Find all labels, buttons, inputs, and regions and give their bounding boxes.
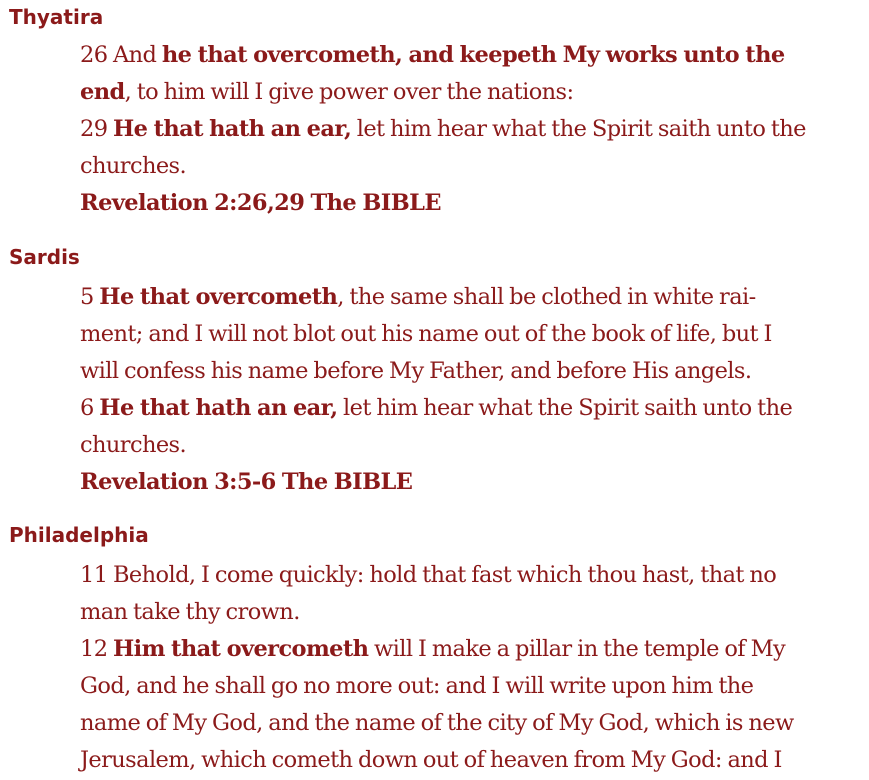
section-heading: Thyatira xyxy=(9,5,104,29)
verse-text-bold: he that overcometh, and keepeth My works unto the xyxy=(161,42,785,68)
verse-block xyxy=(80,37,865,222)
verse-text: let him hear what the Spirit saith unto the xyxy=(351,116,806,142)
verse-line xyxy=(80,37,865,74)
verse-text-bold: Him that overcometh xyxy=(112,636,369,662)
verse-text: churches. xyxy=(80,432,187,458)
verse-text: will confess his name before My Father, and before His angels. xyxy=(80,358,752,384)
verse-line xyxy=(80,279,865,316)
verse-text-bold: He that hath an ear, xyxy=(99,395,338,421)
verse-line xyxy=(80,111,865,148)
verse-text: 29 xyxy=(80,116,113,142)
section-heading: Philadelphia xyxy=(9,523,149,547)
verse-text: name of My God, and the name of the city of My God, which is new xyxy=(80,710,794,736)
verse-block xyxy=(80,557,865,779)
verse-line xyxy=(80,390,865,427)
verse-text: , to him will I give power over the nations: xyxy=(124,79,574,105)
verse-line xyxy=(80,557,865,594)
scripture-reference: Revelation 2:26,29 The BIBLE xyxy=(80,190,441,216)
verse-line xyxy=(80,705,865,742)
scripture-reference: Revelation 3:5-6 The BIBLE xyxy=(80,469,413,495)
verse-text: man take thy crown. xyxy=(80,599,300,625)
verse-line xyxy=(80,668,865,705)
verse-line xyxy=(80,427,865,464)
verse-text: ment; and I will not blot out his name out of the book of life, but I xyxy=(80,321,772,347)
verse-text: 11 Behold, I come quickly: hold that fast which thou hast, that no xyxy=(80,562,777,588)
verse-text: God, and he shall go no more out: and I will write upon him the xyxy=(80,673,754,699)
verse-text-bold: end xyxy=(80,79,125,105)
verse-text-bold: He that overcometh xyxy=(99,284,338,310)
verse-line xyxy=(80,74,865,111)
verse-text: 6 xyxy=(80,395,100,421)
verse-line xyxy=(80,148,865,185)
verse-line xyxy=(80,594,865,631)
verse-line xyxy=(80,742,865,779)
section-heading: Sardis xyxy=(9,245,80,269)
verse-text: 5 xyxy=(80,284,100,310)
verse-block xyxy=(80,279,865,501)
verse-text: , the same shall be clothed in white rai- xyxy=(337,284,756,310)
verse-text: let him hear what the Spirit saith unto the xyxy=(337,395,793,421)
verse-text: 12 xyxy=(80,636,113,662)
verse-text-bold: He that hath an ear, xyxy=(112,116,352,142)
verse-line xyxy=(80,353,865,390)
verse-line xyxy=(80,316,865,353)
verse-text: Jerusalem, which cometh down out of heaven from My God: and I xyxy=(80,747,782,773)
verse-text: 26 And xyxy=(80,42,162,68)
verse-line xyxy=(80,631,865,668)
verse-text: churches. xyxy=(80,153,187,179)
verse-text: will I make a pillar in the temple of My xyxy=(368,636,786,662)
